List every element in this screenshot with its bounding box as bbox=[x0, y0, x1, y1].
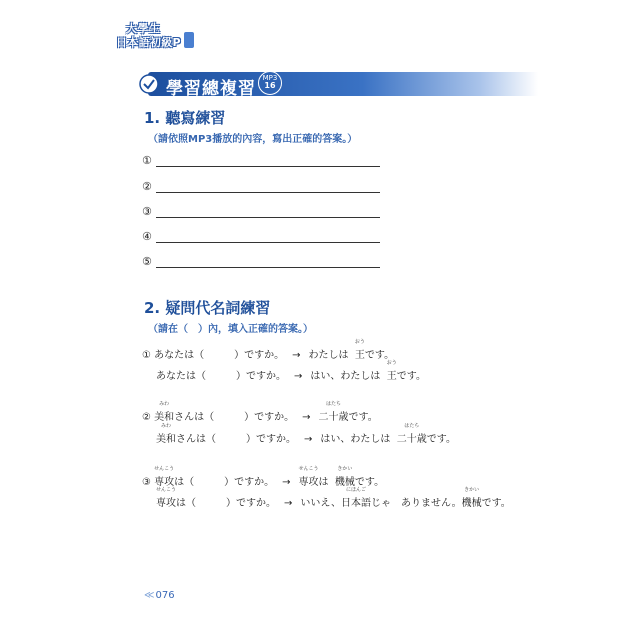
q2-answer-suffix: です。 bbox=[348, 412, 378, 423]
q3-answer-suffix: です。 bbox=[354, 477, 385, 488]
item-number: ③ bbox=[142, 205, 152, 218]
item-number: ① bbox=[142, 154, 152, 167]
logo-bottom-text: 日本語初級P bbox=[116, 36, 181, 49]
arrow: → bbox=[294, 371, 303, 382]
dictation-row-2 bbox=[142, 180, 382, 194]
kanji: 王 bbox=[386, 371, 397, 382]
kanji: 専攻 bbox=[154, 477, 175, 488]
furigana: はたち bbox=[326, 401, 342, 407]
item-number: ④ bbox=[142, 230, 152, 243]
ruby-word bbox=[155, 487, 177, 509]
ruby-word bbox=[461, 487, 482, 509]
q3-answer-prefix-2: いいえ、 bbox=[300, 498, 341, 509]
chevron-left-icon: ≪ bbox=[144, 590, 153, 601]
furigana: せんこう bbox=[155, 487, 177, 493]
q1-answer-prefix: わたしは bbox=[308, 350, 349, 361]
ruby-word bbox=[334, 466, 355, 488]
answer-line[interactable] bbox=[156, 242, 380, 243]
kanji: 機械 bbox=[334, 477, 355, 488]
book-logo bbox=[116, 20, 194, 50]
q1-answer-suffix: です。 bbox=[364, 350, 395, 361]
q1-question: あなたは（ ）ですか。 bbox=[154, 350, 285, 361]
q3-question: は（ ）ですか。 bbox=[174, 477, 275, 488]
page-footer bbox=[144, 590, 175, 601]
mp3-track-number: 16 bbox=[264, 81, 276, 90]
section2-subtitle: （請在（ ）內，填入正確的答案。） bbox=[148, 324, 313, 335]
review-badge-icon bbox=[138, 74, 160, 94]
furigana: おう bbox=[354, 339, 365, 345]
ruby-word bbox=[396, 423, 427, 445]
banner-title: 學習總複習 bbox=[166, 79, 256, 99]
ruby-word bbox=[386, 360, 397, 382]
mp3-track-badge bbox=[258, 71, 282, 95]
arrow: → bbox=[304, 434, 313, 445]
q3-number: ③ bbox=[142, 477, 151, 488]
q2-line1 bbox=[142, 401, 378, 423]
q3-answer-particle: は bbox=[318, 477, 329, 488]
answer-line[interactable] bbox=[156, 267, 380, 268]
page-number: 076 bbox=[155, 590, 175, 601]
section1-title: 1. 聽寫練習 bbox=[144, 109, 226, 127]
q1-answer-suffix-2: です。 bbox=[396, 371, 426, 382]
arrow: → bbox=[282, 477, 291, 488]
dictation-row-5 bbox=[142, 255, 382, 269]
q3-negation: じゃ ありません。 bbox=[371, 498, 462, 509]
q1-answer-prefix-2: はい、わたしは bbox=[310, 371, 381, 382]
answer-line[interactable] bbox=[156, 192, 380, 193]
kanji: 美和 bbox=[156, 434, 176, 445]
answer-line[interactable] bbox=[156, 217, 380, 218]
dictation-row-3 bbox=[142, 205, 382, 219]
ruby-word bbox=[156, 423, 176, 445]
kanji: 二十歳 bbox=[396, 434, 427, 445]
kanji: 専攻 bbox=[298, 477, 319, 488]
arrow: → bbox=[284, 498, 293, 509]
section1-subtitle: （請依照MP3播放的內容，寫出正確的答案。） bbox=[148, 134, 358, 145]
dictation-row-1 bbox=[142, 154, 382, 168]
kanji: 王 bbox=[354, 350, 365, 361]
dictation-row-4 bbox=[142, 230, 382, 244]
item-number: ⑤ bbox=[142, 255, 152, 268]
q3-line1 bbox=[142, 466, 385, 488]
logo-top-text: 大學生 bbox=[126, 22, 161, 35]
q1-number: ① bbox=[142, 350, 151, 361]
q1-line2 bbox=[156, 360, 426, 382]
furigana: はたち bbox=[404, 423, 420, 429]
logo-badge bbox=[184, 32, 194, 48]
section-banner bbox=[130, 70, 538, 97]
furigana: みわ bbox=[160, 423, 172, 429]
mp3-label: MP3 bbox=[262, 74, 278, 82]
ruby-word bbox=[154, 466, 175, 488]
q2-question: さんは（ ）ですか。 bbox=[174, 412, 295, 423]
ruby-word bbox=[318, 401, 349, 423]
q3-answer-suffix-2: です。 bbox=[481, 498, 511, 509]
q2-number: ② bbox=[142, 412, 151, 423]
arrow: → bbox=[302, 412, 311, 423]
kanji: 機械 bbox=[461, 498, 482, 509]
q1-line1 bbox=[142, 339, 395, 361]
ruby-word bbox=[341, 487, 371, 509]
ruby-word bbox=[354, 339, 365, 361]
q3-question-2: は（ ）ですか。 bbox=[176, 498, 276, 509]
section2-title: 2. 疑問代名詞練習 bbox=[144, 299, 271, 317]
q2-question-2: さんは（ ）ですか。 bbox=[176, 434, 296, 445]
furigana: せんこう bbox=[154, 466, 175, 472]
q2-answer-suffix-2: です。 bbox=[426, 434, 456, 445]
furigana: きかい bbox=[337, 466, 353, 472]
furigana: にほんご bbox=[345, 487, 367, 493]
kanji: 美和 bbox=[154, 412, 175, 423]
item-number: ② bbox=[142, 180, 152, 193]
ruby-word bbox=[154, 401, 175, 423]
answer-line[interactable] bbox=[156, 166, 380, 167]
ruby-word bbox=[298, 466, 319, 488]
q1-question-2: あなたは（ ）ですか。 bbox=[156, 371, 286, 382]
kanji: 専攻 bbox=[156, 498, 176, 509]
q2-line2 bbox=[156, 423, 456, 445]
furigana: おう bbox=[386, 360, 397, 366]
furigana: きかい bbox=[464, 487, 480, 493]
kanji: 日本語 bbox=[341, 498, 371, 509]
q2-answer-prefix-2: はい、わたしは bbox=[320, 434, 391, 445]
furigana: みわ bbox=[159, 401, 170, 407]
q3-line2 bbox=[155, 487, 511, 509]
kanji: 二十歳 bbox=[318, 412, 349, 423]
furigana: せんこう bbox=[298, 466, 319, 472]
arrow: → bbox=[292, 350, 301, 361]
